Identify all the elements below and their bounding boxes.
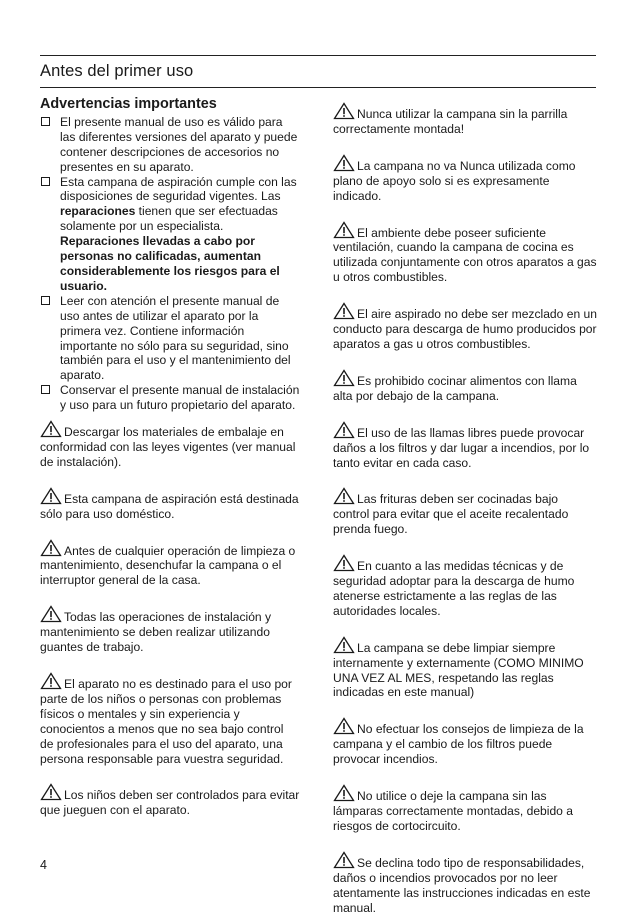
warning-triangle-icon bbox=[333, 784, 355, 802]
warning-triangle-icon bbox=[40, 539, 62, 557]
warning-text: Los niños deben ser controlados para evitar que jueguen con el aparato. bbox=[40, 788, 300, 818]
checkbox-square-icon bbox=[41, 177, 50, 186]
page-number: 4 bbox=[40, 858, 47, 872]
warning-triangle-icon bbox=[40, 487, 62, 505]
warning-text: No utilice o deje la campana sin las lámparas correctamente montadas, debido a riesgos de cortocircuito. bbox=[333, 789, 573, 833]
warning-triangle-icon bbox=[333, 554, 355, 572]
warning-item bbox=[333, 369, 597, 404]
page-title: Antes del primer uso bbox=[40, 62, 194, 80]
warning-triangle-icon bbox=[40, 605, 62, 623]
bullet-text-bold: reparaciones bbox=[60, 204, 136, 219]
warning-item bbox=[333, 302, 597, 352]
list-item bbox=[40, 294, 300, 383]
warning-text: Se declina todo tipo de responsabilidades, daños o incendios provocados por no leer atentamente las instrucciones indicadas en este manual. bbox=[333, 855, 591, 915]
bullet-text: Conservar el presente manual de instalación y uso para un futuro propietario del aparato. bbox=[60, 383, 300, 413]
warning-triangle-icon bbox=[333, 851, 355, 869]
warning-item bbox=[333, 221, 597, 286]
warning-text: Esta campana de aspiración está destinada sólo para uso doméstico. bbox=[40, 491, 299, 521]
warning-item bbox=[40, 783, 300, 818]
warning-triangle-icon bbox=[333, 154, 355, 172]
warning-triangle-icon bbox=[333, 487, 355, 505]
warning-text: No efectuar los consejos de limpieza de la campana y el cambio de los filtros puede provocar incendios. bbox=[333, 722, 584, 767]
warning-text: El uso de las llamas libres puede provocar daños a los filtros y dar lugar a incendios, por lo tanto evitar en cada caso. bbox=[333, 425, 590, 470]
warning-text: El aire aspirado no debe ser mezclado en un conducto para descarga de humo producidos por aparatos a gas u otros combustibles. bbox=[333, 307, 598, 351]
warning-item bbox=[333, 554, 597, 619]
warning-text: El aparato no es destinado para el uso por parte de los niños o personas con problemas físicos o mentales y sin experiencia y conocientos a menos que no sea bajo control de profesionales para el uso del aparato, una persona responsable para vuestra seguridad. bbox=[40, 677, 292, 766]
warning-text: En cuanto a las medidas técnicas y de seguridad adoptar para la descarga de humo atenerse estrictamente a las reglas de las autoridades locales. bbox=[333, 559, 575, 618]
warning-text: La campana se debe limpiar siempre internamente y externamente (COMO MINIMO UNA VEZ AL MES, respetando las reglas indicadas en este manual) bbox=[333, 640, 584, 700]
warning-triangle-icon bbox=[333, 302, 355, 320]
warning-item bbox=[333, 421, 597, 471]
warning-text: Antes de cualquier operación de limpieza o mantenimiento, desenchufar la campana o el interruptor general de la casa. bbox=[40, 543, 296, 588]
list-item bbox=[40, 115, 300, 175]
bullet-text-bold: Reparaciones llevadas a cabo por personas no calificadas, aumentan considerablemente los riesgos para el usuario. bbox=[60, 234, 280, 293]
warning-item bbox=[333, 154, 597, 204]
warning-item bbox=[40, 605, 300, 655]
warning-triangle-icon bbox=[40, 672, 62, 690]
checkbox-square-icon bbox=[41, 296, 50, 305]
warning-item bbox=[333, 487, 597, 537]
warning-triangle-icon bbox=[333, 102, 355, 120]
bullet-text: Esta campana de aspiración cumple con las disposiciones de seguridad vigentes. Las bbox=[60, 174, 297, 204]
warning-text: El ambiente debe poseer suficiente ventilación, cuando la campana de cocina es utilizada conjuntamente con otros aparatos a gas u otros combustibles. bbox=[333, 225, 597, 285]
section-heading: Advertencias importantes bbox=[40, 96, 217, 112]
warning-item bbox=[333, 851, 597, 915]
bullet-text: tienen que ser efectuadas solamente por un especialista. bbox=[60, 204, 278, 234]
left-column bbox=[40, 97, 300, 818]
list-item bbox=[40, 383, 300, 413]
checkbox-square-icon bbox=[41, 385, 50, 394]
warning-item bbox=[40, 420, 300, 470]
warning-item bbox=[333, 784, 597, 834]
warning-triangle-icon bbox=[333, 636, 355, 654]
header-rule-top bbox=[40, 55, 596, 56]
warning-text: Es prohibido cocinar alimentos con llama alta por debajo de la campana. bbox=[333, 373, 577, 403]
bullet-text: Leer con atención el presente manual de uso antes de utilizar el aparato por la primera vez. Contiene información importante no sólo para su seguridad, sino también para el uso y el mantenimiento del aparato. bbox=[60, 293, 291, 383]
warning-item bbox=[40, 539, 300, 589]
warning-text: La campana no va Nunca utilizada como plano de apoyo solo si es expresamente indicado. bbox=[333, 158, 576, 203]
checkbox-square-icon bbox=[41, 117, 50, 126]
warning-text: Todas las operaciones de instalación y mantenimiento se deben realizar utilizando guantes de trabajo. bbox=[40, 610, 272, 655]
warning-item bbox=[333, 636, 597, 701]
warning-text: Descargar los materiales de embalaje en conformidad con las leyes vigentes (ver manual de instalación). bbox=[40, 425, 296, 469]
warning-item bbox=[333, 717, 597, 767]
list-item bbox=[40, 175, 300, 294]
warning-text: Las frituras deben ser cocinadas bajo control para evitar que el aceite recalentado prenda fuego. bbox=[333, 492, 569, 537]
warning-item bbox=[333, 102, 597, 137]
warning-text: Nunca utilizar la campana sin la parrilla correctamente montada! bbox=[333, 107, 568, 136]
warning-item bbox=[40, 487, 300, 522]
warning-triangle-icon bbox=[333, 369, 355, 387]
warning-triangle-icon bbox=[333, 421, 355, 439]
important-warnings-list bbox=[40, 115, 300, 413]
bullet-text: El presente manual de uso es válido para las diferentes versiones del aparato y puede contener descripciones de accesorios no presentes en su aparato. bbox=[60, 114, 298, 174]
warning-triangle-icon bbox=[40, 783, 62, 801]
warning-triangle-icon bbox=[40, 420, 62, 438]
header-rule-bottom bbox=[40, 87, 596, 88]
warning-item bbox=[40, 672, 300, 766]
warning-triangle-icon bbox=[333, 717, 355, 735]
warning-triangle-icon bbox=[333, 221, 355, 239]
right-column bbox=[333, 102, 597, 915]
